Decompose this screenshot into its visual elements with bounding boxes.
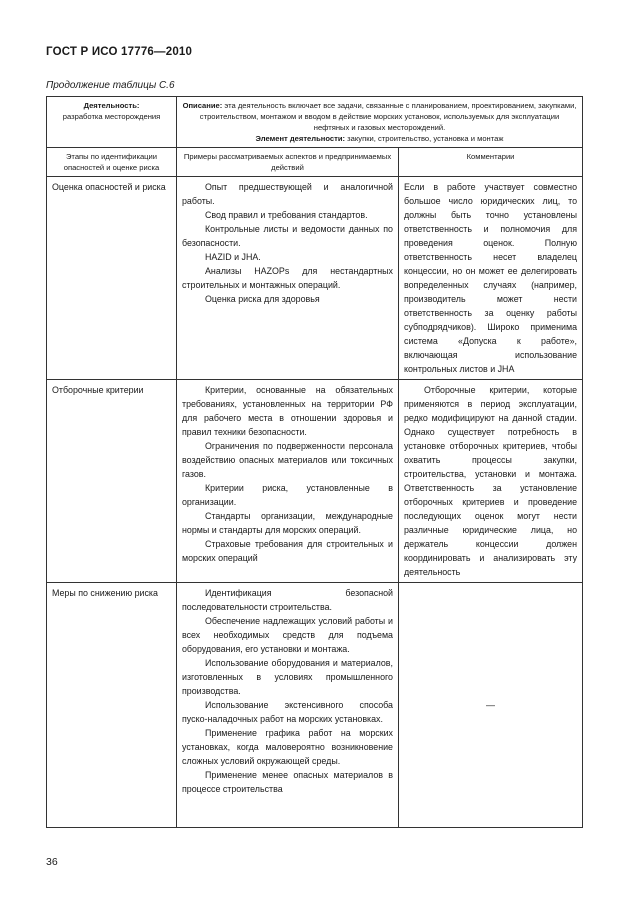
- example-item: Страховые требования для строительных и морских операций: [182, 539, 393, 563]
- example-item: Использование оборудования и материалов, изготовленных в условиях промышленного производства.: [182, 658, 393, 696]
- table-row: [47, 380, 583, 583]
- examples-cell: [177, 583, 399, 828]
- comment-text: Отборочные критерии, которые применяются в период эксплуатации, редко модифицируют на данной стадии. Однако существует потребность в установке отборочных критериев, чтобы охватить процессы закупки, строительства, установки и монтажа. Ответственность за установление отборочных критериев и проведение последующих оценок могут нести различные юридические лица, но держатель концессии должен координировать и анализировать эту деятельность: [404, 385, 578, 577]
- element-text: закупки, строительство, установка и монтаж: [347, 134, 504, 143]
- document-title: ГОСТ Р ИСО 17776—2010: [46, 46, 193, 58]
- hazard-assessment-table: [46, 96, 583, 828]
- stage-cell: Меры по снижению риска: [47, 583, 177, 828]
- comment-text: Если в работе участвует совместно большое число юридических лиц, то должны быть точно установлены ответственность и полномочия для проведения оценок. Полную ответственность несет владелец концессии, но он может ее делегировать вопределенных случаях (например, производитель может нести ответственность за оценку работы субподрядчиков). Широко применима система «Допуска к работе», включающая использование контрольных листов и JHA: [404, 182, 578, 374]
- activity-header-row: [47, 97, 583, 148]
- description-label: Описание:: [182, 101, 223, 110]
- example-item: Свод правил и требования стандартов.: [205, 210, 368, 220]
- example-item: Анализы HAZOPs для нестандартных строительных и монтажных операций.: [182, 266, 393, 290]
- comments-cell: [399, 177, 583, 380]
- stage-cell: Оценка опасностей и риска: [47, 177, 177, 380]
- example-item: Оценка риска для здоровья: [205, 294, 320, 304]
- comments-cell: [399, 380, 583, 583]
- example-item: Идентификация безопасной последовательности строительства.: [182, 588, 393, 612]
- comments-cell: —: [399, 583, 583, 828]
- element-label: Элемент деятельности:: [255, 134, 346, 143]
- examples-cell: [177, 380, 399, 583]
- example-item: Критерии, основанные на обязательных требованиях, установленных на территории РФ для рабочего места в отношении здоровья и правил техники безопасности.: [182, 385, 393, 437]
- column-header-row: [47, 148, 583, 177]
- example-item: HAZID и JHA.: [205, 252, 261, 262]
- description-text: эта деятельность включает все задачи, связанные с планированием, проектированием, закупками, строительством, монтажом и вводом в действие морских установок, используемых для эксплуатации нефтяных и газовых месторождений.: [199, 101, 577, 132]
- example-item: Опыт предшествующей и аналогичной работы.: [182, 182, 393, 206]
- example-item: Применение графика работ на морских установках, когда маловероятно возникновение сложных условий окружающей среды.: [182, 728, 393, 766]
- table-row: [47, 583, 583, 828]
- example-item: Критерии риска, установленные в организации.: [182, 483, 393, 507]
- example-item: Ограничения по подверженности персонала воздействию опасных материалов или токсичных газов.: [182, 441, 393, 479]
- examples-cell: [177, 177, 399, 380]
- activity-cell: [47, 97, 177, 148]
- table-continuation-caption: Продолжение таблицы С.6: [46, 80, 175, 91]
- example-item: Стандарты организации, международные нормы и стандарты для морских операций.: [182, 511, 393, 535]
- activity-value: разработка месторождения: [62, 112, 161, 121]
- example-item: Контрольные листы и ведомости данных по безопасности.: [182, 224, 393, 248]
- example-item: Обеспечение надлежащих условий работы и всех необходимых средств для подъема оборудования, его установки и монтажа.: [182, 616, 393, 654]
- example-item: Применение менее опасных материалов в процессе строительства: [182, 770, 393, 794]
- example-item: Использование экстенсивного способа пуско-наладочных работ на морских установках.: [182, 700, 393, 724]
- column-header-examples: Примеры рассматриваемых аспектов и предпринимаемых действий: [177, 148, 399, 177]
- column-header-stages: Этапы по идентификации опасностей и оценке риска: [47, 148, 177, 177]
- table-row: [47, 177, 583, 380]
- stage-cell: Отборочные критерии: [47, 380, 177, 583]
- description-cell: [177, 97, 583, 148]
- page-number: 36: [46, 856, 58, 868]
- column-header-comments: Комментарии: [399, 148, 583, 177]
- activity-label: Деятельность:: [83, 101, 140, 110]
